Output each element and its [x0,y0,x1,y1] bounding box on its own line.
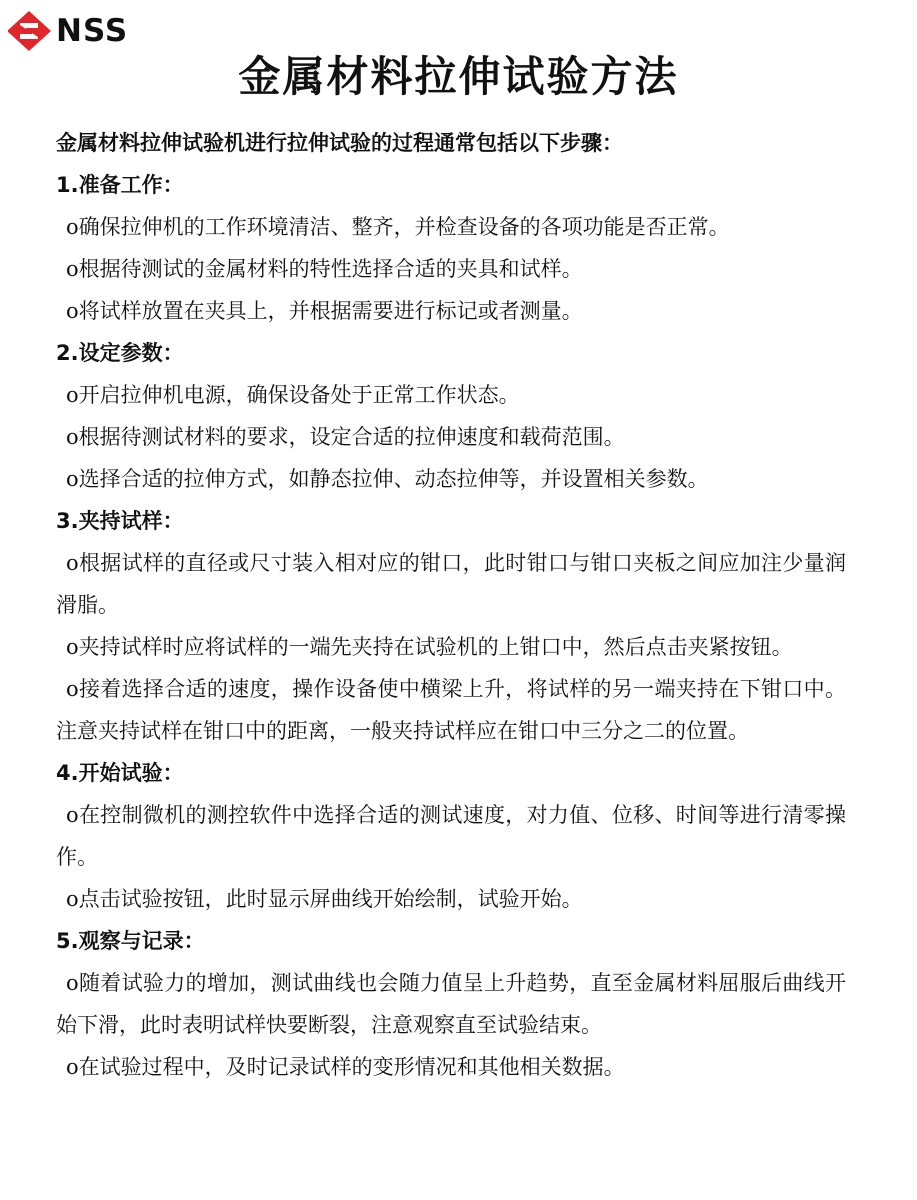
step-section [56,332,846,500]
bullet-marker: o [66,803,79,827]
page-title: 金属材料拉伸试验方法 [238,52,679,101]
bullet-marker: o [66,971,79,995]
bullet-text: 将试样放置在夹具上，并根据需要进行标记或者测量。 [78,299,583,323]
step-bullet [56,248,846,290]
step-bullet [56,290,846,332]
bullet-marker: o [66,383,79,407]
step-section [56,752,846,920]
bullet-text: 随着试验力的增加，测试曲线也会随力值呈上升趋势，直至金属材料屈服后曲线开始下滑，此时表明试样快要断裂，注意观察直至试验结束。 [56,971,846,1037]
bullet-text: 选择合适的拉伸方式，如静态拉伸、动态拉伸等，并设置相关参数。 [78,467,709,491]
bullet-marker: o [66,887,79,911]
bullet-marker: o [66,257,79,281]
bullet-marker: o [66,1055,79,1079]
bullet-text: 点击试验按钮，此时显示屏曲线开始绘制，试验开始。 [78,887,583,911]
bullet-text: 确保拉伸机的工作环境清洁、整齐，并检查设备的各项功能是否正常。 [78,215,730,239]
intro-text: 金属材料拉伸试验机进行拉伸试验的过程通常包括以下步骤： [56,131,623,155]
bullet-text: 在控制微机的测控软件中选择合适的测试速度，对力值、位移、时间等进行清零操作。 [56,803,846,869]
step-section [56,164,846,332]
step-bullet [56,878,846,920]
bullet-marker: o [66,215,79,239]
step-section [56,500,846,752]
step-bullet [56,458,846,500]
bullet-text: 根据试样的直径或尺寸装入相对应的钳口，此时钳口与钳口夹板之间应加注少量润滑脂。 [56,551,846,617]
document-body [56,122,846,1088]
bullet-text: 根据待测试材料的要求，设定合适的拉伸速度和载荷范围。 [78,425,625,449]
step-heading: 3.夹持试样： [56,509,184,533]
step-bullet [56,1046,846,1088]
bullet-marker: o [66,467,79,491]
step-heading: 4.开始试验： [56,761,184,785]
bullet-text: 开启拉伸机电源，确保设备处于正常工作状态。 [78,383,520,407]
bullet-marker: o [66,635,79,659]
step-bullet [56,668,846,752]
bullet-marker: o [66,425,79,449]
step-bullet [56,794,846,878]
step-heading: 1.准备工作： [56,173,184,197]
step-bullet [56,206,846,248]
step-bullet [56,542,846,626]
bullet-text: 接着选择合适的速度，操作设备使中横梁上升，将试样的另一端夹持在下钳口中。注意夹持试样在钳口中的距离，一般夹持试样应在钳口中三分之二的位置。 [56,677,846,743]
bullet-text: 在试验过程中，及时记录试样的变形情况和其他相关数据。 [78,1055,625,1079]
step-section [56,920,846,1088]
bullet-marker: o [66,551,79,575]
steps-list [56,164,846,1088]
bullet-marker: o [66,677,79,701]
step-bullet [56,416,846,458]
bullet-marker: o [66,299,79,323]
step-heading: 2.设定参数： [56,341,184,365]
step-bullet [56,626,846,668]
step-bullet [56,374,846,416]
logo-text: NSS [56,12,129,49]
bullet-text: 夹持试样时应将试样的一端先夹持在试验机的上钳口中，然后点击夹紧按钮。 [78,635,793,659]
step-heading: 5.观察与记录： [56,929,205,953]
bullet-text: 根据待测试的金属材料的特性选择合适的夹具和试样。 [78,257,583,281]
step-bullet [56,962,846,1046]
